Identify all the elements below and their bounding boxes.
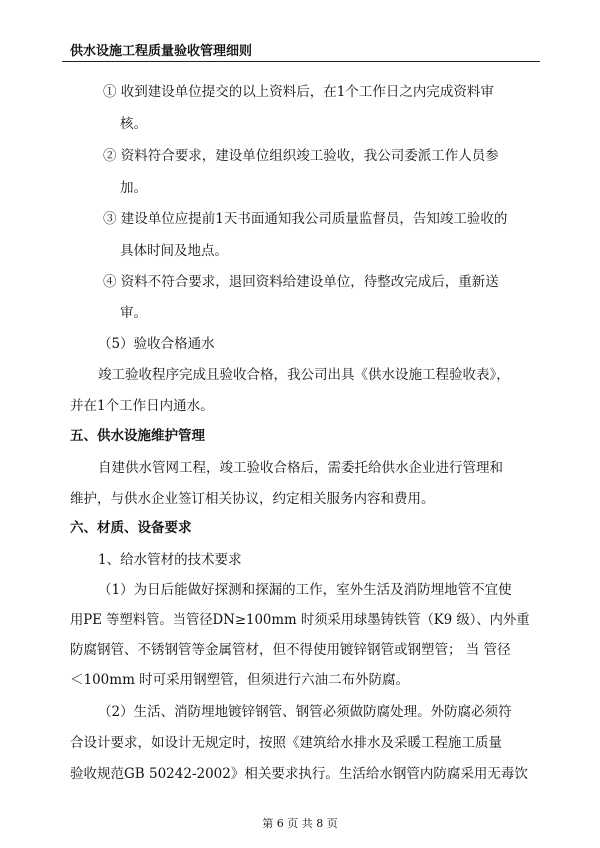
body-line: 合设计要求，如设计无规定时，按照《建筑给水排水及采暖工程施工质量: [70, 735, 502, 751]
section-subheading: 1、给水管材的技术要求: [98, 552, 242, 568]
section-heading: 六、材质、设备要求: [70, 520, 192, 536]
body-line: 自建供水管网工程，竣工验收合格后，需委托给供水企业进行管理和: [98, 460, 503, 476]
body-line: （1）为日后能做好探测和探漏的工作，室外生活及消防埋地管不宜使: [98, 582, 512, 598]
page-number: 第 6 页 共 8 页: [262, 817, 338, 830]
body-line: 加。: [120, 180, 147, 196]
body-line: 核。: [120, 116, 147, 132]
body-line: ② 资料符合要求，建设单位组织竣工验收，我公司委派工作人员参: [103, 148, 499, 164]
header-rule: [62, 61, 540, 62]
running-header: 供水设施工程质量验收管理细则: [70, 44, 253, 59]
body-line: 竣工验收程序完成且验收合格，我公司出具《供水设施工程验收表》，: [98, 367, 510, 383]
body-line: 用PE 等塑料管。当管径DN≥100mm 时须采用球墨铸铁管（K9 级）、内外重: [70, 612, 530, 628]
section-subheading: （5）验收合格通水: [98, 336, 215, 352]
body-line: 维护，与供水企业签订相关协议，约定相关服务内容和费用。: [70, 491, 435, 507]
body-line: ① 收到建设单位提交的以上资料后，在1个工作日之内完成资料审: [103, 84, 494, 100]
body-line: 并在1个工作日内通水。: [70, 398, 214, 414]
body-line: ＜100mm 时可采用钢塑管，但须进行六油二布外防腐。: [70, 672, 410, 688]
body-line: 防腐钢管、不锈钢管等金属管材，但不得使用镀锌钢管或钢塑管； 当 管径: [70, 642, 511, 658]
body-line: 具体时间及地点。: [120, 243, 228, 259]
body-line: （2）生活、消防埋地镀锌钢管、钢管必须做防腐处理。外防腐必须符: [98, 704, 512, 720]
body-line: ④ 资料不符合要求，退回资料给建设单位，待整改完成后，重新送: [103, 274, 499, 290]
body-line: 审。: [120, 305, 147, 321]
section-heading: 五、供水设施维护管理: [70, 428, 205, 444]
body-line: ③ 建设单位应提前1天书面通知我公司质量监督员，告知竣工验收的: [103, 211, 508, 227]
body-line: 验收规范GB 50242-2002》相关要求执行。生活给水钢管内防腐采用无毒饮: [70, 766, 528, 782]
